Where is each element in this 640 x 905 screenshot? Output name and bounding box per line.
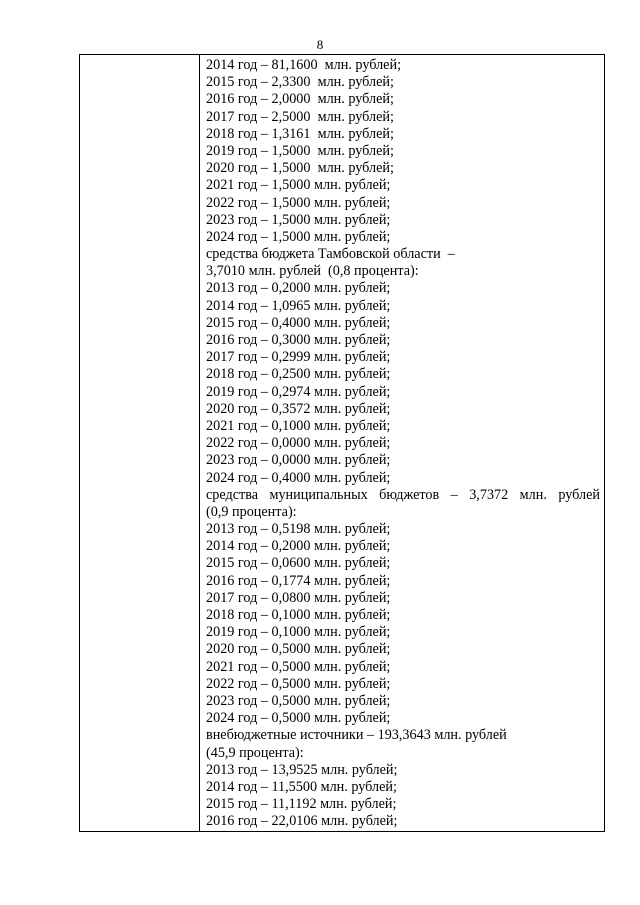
extrabudgetary-share: (45,9 процента): bbox=[206, 744, 304, 761]
funding-line: 2024 год – 0,5000 млн. рублей; bbox=[206, 710, 391, 727]
municipal-budget-share: (0,9 процента): bbox=[206, 503, 297, 520]
funding-line: 2015 год – 11,1192 млн. рублей; bbox=[206, 796, 397, 813]
funding-line: 2015 год – 0,0600 млн. рублей; bbox=[206, 555, 391, 572]
table-right-cell bbox=[206, 57, 600, 830]
funding-line: 2017 год – 0,0800 млн. рублей; bbox=[206, 589, 391, 606]
funding-line: 2013 год – 0,5198 млн. рублей; bbox=[206, 521, 391, 538]
funding-line: 2014 год – 81,1600 млн. рублей; bbox=[206, 57, 402, 73]
funding-line: 2018 год – 0,1000 млн. рублей; bbox=[206, 607, 391, 623]
funding-line: 2016 год – 2,0000 млн. рублей; bbox=[206, 91, 394, 108]
funding-line: 2022 год – 1,5000 млн. рублей; bbox=[206, 194, 391, 211]
funding-line: 2024 год – 0,4000 млн. рублей; bbox=[206, 469, 391, 486]
funding-line: 2023 год – 1,5000 млн. рублей; bbox=[206, 211, 391, 228]
funding-line: 2016 год – 0,1774 млн. рублей; bbox=[206, 572, 391, 589]
funding-line: 2022 год – 0,0000 млн. рублей; bbox=[206, 435, 391, 452]
funding-line: 2020 год – 0,3572 млн. рублей; bbox=[206, 400, 391, 417]
funding-line: 2014 год – 1,0965 млн. рублей; bbox=[206, 297, 391, 314]
table-left-cell bbox=[80, 55, 200, 831]
funding-line: 2020 год – 0,5000 млн. рублей; bbox=[206, 641, 391, 658]
funding-line: 2019 год – 0,1000 млн. рублей; bbox=[206, 624, 391, 641]
funding-line: 2021 год – 1,5000 млн. рублей; bbox=[206, 177, 391, 194]
funding-line: 2018 год – 0,2500 млн. рублей; bbox=[206, 366, 391, 383]
regional-budget-heading: средства бюджета Тамбовской области – bbox=[206, 246, 455, 263]
extrabudgetary-heading: внебюджетные источники – 193,3643 млн. рублей bbox=[206, 727, 507, 744]
funding-line: 2015 год – 2,3300 млн. рублей; bbox=[206, 74, 394, 91]
funding-line: 2024 год – 1,5000 млн. рублей; bbox=[206, 228, 391, 245]
funding-line: 2016 год – 0,3000 млн. рублей; bbox=[206, 332, 391, 348]
funding-line: 2013 год – 0,2000 млн. рублей; bbox=[206, 280, 391, 297]
funding-line: 2018 год – 1,3161 млн. рублей; bbox=[206, 125, 394, 142]
funding-line: 2017 год – 0,2999 млн. рублей; bbox=[206, 349, 391, 366]
funding-line: 2013 год – 13,9525 млн. рублей; bbox=[206, 761, 398, 778]
funding-line: 2022 год – 0,5000 млн. рублей; bbox=[206, 675, 391, 692]
regional-budget-total: 3,7010 млн. рублей (0,8 процента): bbox=[206, 263, 419, 280]
funding-line: 2019 год – 0,2974 млн. рублей; bbox=[206, 383, 391, 400]
funding-line: 2019 год – 1,5000 млн. рублей; bbox=[206, 142, 394, 159]
funding-line: 2016 год – 22,0106 млн. рублей; bbox=[206, 813, 398, 830]
page-number: 8 bbox=[316, 37, 324, 52]
funding-line: 2021 год – 0,5000 млн. рублей; bbox=[206, 658, 391, 675]
funding-line: 2017 год – 2,5000 млн. рублей; bbox=[206, 108, 394, 125]
funding-line: 2015 год – 0,4000 млн. рублей; bbox=[206, 314, 391, 331]
funding-table bbox=[79, 54, 605, 832]
funding-line: 2021 год – 0,1000 млн. рублей; bbox=[206, 417, 391, 434]
funding-line: 2020 год – 1,5000 млн. рублей; bbox=[206, 160, 394, 177]
municipal-budget-heading: средства муниципальных бюджетов – 3,7372 млн. рублей bbox=[206, 486, 600, 503]
funding-line: 2014 год – 0,2000 млн. рублей; bbox=[206, 538, 391, 555]
funding-line: 2023 год – 0,0000 млн. рублей; bbox=[206, 452, 391, 469]
funding-line: 2014 год – 11,5500 млн. рублей; bbox=[206, 778, 397, 795]
funding-line: 2023 год – 0,5000 млн. рублей; bbox=[206, 692, 391, 709]
